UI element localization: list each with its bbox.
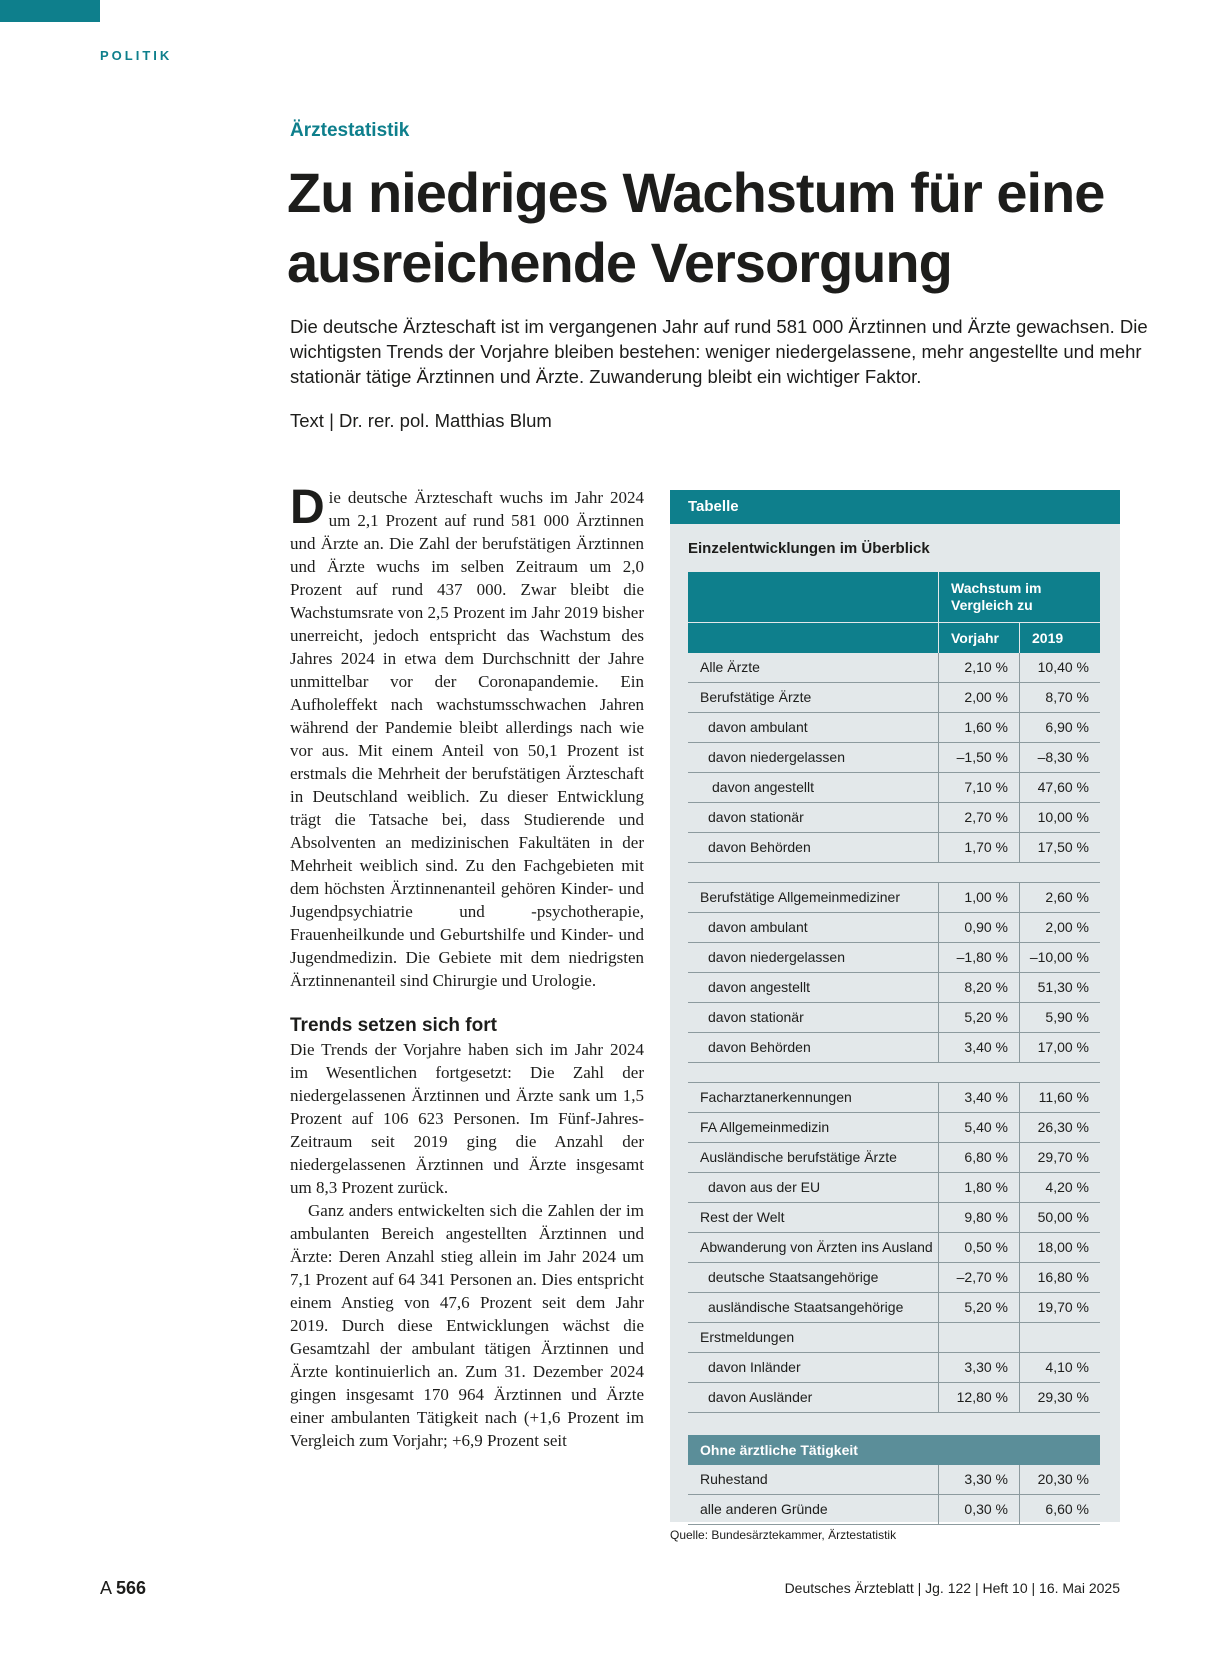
table-row [688,943,1100,973]
publication-info: Deutsches Ärzteblatt | Jg. 122 | Heft 10 | 16. Mai 2025 [784,1580,1120,1596]
table-row [688,803,1100,833]
table-row [688,773,1100,803]
page-number: A 566 [100,1578,147,1598]
row-label: davon aus der EU [708,1179,821,1195]
article-byline: Text | Dr. rer. pol. Matthias Blum [290,410,552,431]
cell-vorjahr: 9,80 % [938,1203,1019,1232]
column-header-vorjahr: Vorjahr [938,623,1019,653]
cell-vorjahr: 2,70 % [938,803,1019,832]
cell-vorjahr: 7,10 % [938,773,1019,802]
table-group-4 [688,1465,1100,1525]
row-label: davon Ausländer [708,1389,813,1405]
row-label: Alle Ärzte [700,659,760,675]
cell-2019: 2,60 % [1019,883,1100,912]
cell-2019 [1019,1323,1100,1352]
cell-2019: 2,00 % [1019,913,1100,942]
cell-vorjahr: 3,30 % [938,1353,1019,1382]
cell-2019: 10,00 % [1019,803,1100,832]
article-subhead: Trends setzen sich fort [290,1015,497,1036]
column-header-2019: 2019 [1019,623,1100,653]
row-label: ausländische Staatsangehörige [708,1299,904,1315]
table-row [688,683,1100,713]
cell-vorjahr: 5,20 % [938,1003,1019,1032]
table-row [688,1233,1100,1263]
cell-vorjahr: 5,20 % [938,1293,1019,1322]
table-row [688,1173,1100,1203]
row-label: Erstmeldungen [700,1329,795,1345]
cell-vorjahr: 6,80 % [938,1143,1019,1172]
row-label: davon Behörden [708,1039,811,1055]
table-row [688,1383,1100,1413]
body-paragraph-3: Ganz anders entwickelten sich die Zahlen der im ambulanten Bereich angestellten Ärztinnen und Ärzte: Deren Anzahl stieg allein im Jahr 2024 um 7,1 Prozent auf 64 341 Personen an. Dies entspricht einem Anstieg von 47,6 Prozent seit dem Jahr 2019. Durch diese Entwicklungen wächst die Gesamtzahl der ambulant tätigen Ärztinnen und Ärzte kontinuierlich an. Zum 31. Dezember 2024 gingen insgesamt 170 964 Ärztinnen und Ärzte einer ambulanten Tätigkeit nach (+1,6 Prozent im Vergleich zum Vorjahr; +6,9 Prozent seit [290,1201,644,1450]
table-row [688,1293,1100,1323]
cell-vorjahr: 0,90 % [938,913,1019,942]
row-label: Rest der Welt [700,1209,785,1225]
cell-2019: 11,60 % [1019,1083,1100,1112]
table-row [688,1033,1100,1063]
section-label: POLITIK [100,48,173,63]
cell-2019: 6,60 % [1019,1495,1100,1524]
row-label: Facharztanerkennungen [700,1089,852,1105]
table-row [688,1323,1100,1353]
body-paragraph-2: Die Trends der Vorjahre haben sich im Jahr 2024 im Wesentlichen fortgesetzt: Die Zahl der niedergelassenen Ärztinnen und Ärzte sank um 1,5 Prozent auf 106 623 Personen. Im Fünf-Jahres-Zeitraum seit 2019 ging die Anzahl der niedergelassenen Ärztinnen und Ärzte insgesamt um 8,3 Prozent zurück. [290,1040,644,1197]
cell-2019: 20,30 % [1019,1465,1100,1494]
cell-vorjahr: 1,00 % [938,883,1019,912]
cell-vorjahr: –1,80 % [938,943,1019,972]
cell-2019: 17,00 % [1019,1033,1100,1062]
table-row [688,1465,1100,1495]
group-spacer [688,1063,1100,1083]
cell-vorjahr: 0,50 % [938,1233,1019,1262]
paragraph-text: ie deutsche Ärzteschaft wuchs im Jahr 2024 um 2,1 Prozent auf rund 581 000 Ärztinnen und Ärzte an. Die Zahl der berufstätigen Ärztinnen und Ärzte wuchs im selben Zeitraum um 2,0 Prozent auf rund 437 000. Zwar bleibt die Wachstumsrate von 2,5 Prozent im Jahr 2019 bisher unerreicht, jedoch entspricht das Wachstum des Jahres 2024 in etwa dem Durchschnitt der Jahre unmittelbar vor der Coronapandemie. Ein Aufholeffekt nach wachstumsschwachen Jahren während der Pandemie bleibt allerdings nach wie vor aus. Mit einem Anteil von 50,1 Prozent ist erstmals die Mehrheit der berufstätigen Ärzteschaft in Deutschland weiblich. Zu dieser Entwicklung trägt die Tatsache bei, dass Studierende und Absolventen an medizinischen Fakultäten in der Mehrheit weiblich sind. Zu den Fachgebieten mit dem höchsten Ärztinnenanteil gehören Kinder- und Jugendpsychiatrie und -psychotherapie, Frauenheilkunde und Geburtshilfe und Kinder- und Jugendmedizin. Die Gebiete mit dem niedrigsten Ärztinnenanteil sind Chirurgie und Urologie. [290,488,644,990]
group-spacer [688,863,1100,883]
row-label: Ruhestand [700,1471,768,1487]
cell-2019: 18,00 % [1019,1233,1100,1262]
cell-2019: 26,30 % [1019,1113,1100,1142]
cell-vorjahr: 1,70 % [938,833,1019,862]
table-row [688,653,1100,683]
cell-2019: 47,60 % [1019,773,1100,802]
cell-vorjahr: 2,10 % [938,653,1019,682]
row-label: Berufstätige Ärzte [700,689,812,705]
table-row [688,1003,1100,1033]
cell-vorjahr: –1,50 % [938,743,1019,772]
row-label: davon angestellt [708,979,810,995]
cell-2019: 19,70 % [1019,1293,1100,1322]
table-row [688,1263,1100,1293]
table-row [688,1143,1100,1173]
cell-2019: 17,50 % [1019,833,1100,862]
row-label: davon niedergelassen [708,949,845,965]
table-subheader-row [688,622,1100,653]
table-header-row [688,572,1100,622]
table-group-3 [688,1083,1100,1413]
cell-vorjahr: 12,80 % [938,1383,1019,1412]
cell-2019: 4,10 % [1019,1353,1100,1382]
article-kicker: Ärztestatistik [290,120,410,141]
row-label: davon angestellt [712,779,814,795]
table-row [688,913,1100,943]
cell-vorjahr: 3,40 % [938,1083,1019,1112]
table-row [688,1495,1100,1525]
cell-2019: 4,20 % [1019,1173,1100,1202]
table-source: Quelle: Bundesärztekammer, Ärztestatistik [670,1528,897,1542]
row-label: davon Behörden [708,839,811,855]
cell-vorjahr: 3,30 % [938,1465,1019,1494]
cell-2019: –10,00 % [1019,943,1100,972]
cell-vorjahr [938,1323,1019,1352]
row-label: alle anderen Gründe [700,1501,828,1517]
row-label: davon stationär [708,1009,804,1025]
cell-vorjahr: 0,30 % [938,1495,1019,1524]
table-row [688,1113,1100,1143]
section-header-ohne-taetigkeit: Ohne ärztliche Tätigkeit [688,1435,1100,1465]
cell-vorjahr: 2,00 % [938,683,1019,712]
row-label: Berufstätige Allgemeinmediziner [700,889,900,905]
table-row [688,883,1100,913]
table-label: Tabelle [670,490,1120,524]
article-lead: Die deutsche Ärzteschaft ist im vergangenen Jahr auf rund 581 000 Ärztinnen und Ärzte gewachsen. Die wichtigsten Trends der Vorjahre bleiben bestehen: weniger niedergelassene, mehr angestellte und mehr stationär tätige Ärztinnen und Ärzte. Zuwanderung bleibt ein wichtiger Faktor. [290,316,1148,387]
row-label: Abwanderung von Ärzten ins Ausland [700,1239,933,1255]
cell-2019: 29,30 % [1019,1383,1100,1412]
cell-vorjahr: 1,80 % [938,1173,1019,1202]
cell-vorjahr: 1,60 % [938,713,1019,742]
cell-2019: –8,30 % [1019,743,1100,772]
cell-2019: 16,80 % [1019,1263,1100,1292]
table-row [688,973,1100,1003]
drop-cap: D [290,481,325,534]
cell-2019: 29,70 % [1019,1143,1100,1172]
table-title: Einzelentwicklungen im Überblick [688,540,930,557]
row-label: FA Allgemeinmedizin [700,1119,830,1135]
cell-vorjahr: 8,20 % [938,973,1019,1002]
cell-vorjahr: –2,70 % [938,1263,1019,1292]
row-label: davon ambulant [708,719,808,735]
cell-vorjahr: 3,40 % [938,1033,1019,1062]
column-group-header: Wachstum im Vergleich zu [938,572,1100,622]
article-body [290,481,644,1452]
article-headline: Zu niedriges Wachstum für eine ausreichende Versorgung [287,161,1105,294]
cell-vorjahr: 5,40 % [938,1113,1019,1142]
row-label: davon Inländer [708,1359,801,1375]
table-row [688,713,1100,743]
row-label: davon niedergelassen [708,749,845,765]
table-row [688,1353,1100,1383]
table-row [688,1203,1100,1233]
cell-2019: 10,40 % [1019,653,1100,682]
cell-2019: 51,30 % [1019,973,1100,1002]
row-label: davon stationär [708,809,804,825]
table-box [670,490,1120,1522]
row-label: deutsche Staatsangehörige [708,1269,879,1285]
row-label: Ausländische berufstätige Ärzte [700,1149,897,1165]
cell-2019: 6,90 % [1019,713,1100,742]
table-group-1 [688,653,1100,863]
table-row [688,833,1100,863]
cell-2019: 5,90 % [1019,1003,1100,1032]
table-row [688,1083,1100,1113]
data-table [688,572,1100,1525]
accent-bar [0,0,100,22]
table-group-2 [688,883,1100,1063]
table-row [688,743,1100,773]
row-label: davon ambulant [708,919,808,935]
cell-2019: 8,70 % [1019,683,1100,712]
body-paragraph-1 [290,481,644,992]
cell-2019: 50,00 % [1019,1203,1100,1232]
group-spacer [688,1413,1100,1435]
